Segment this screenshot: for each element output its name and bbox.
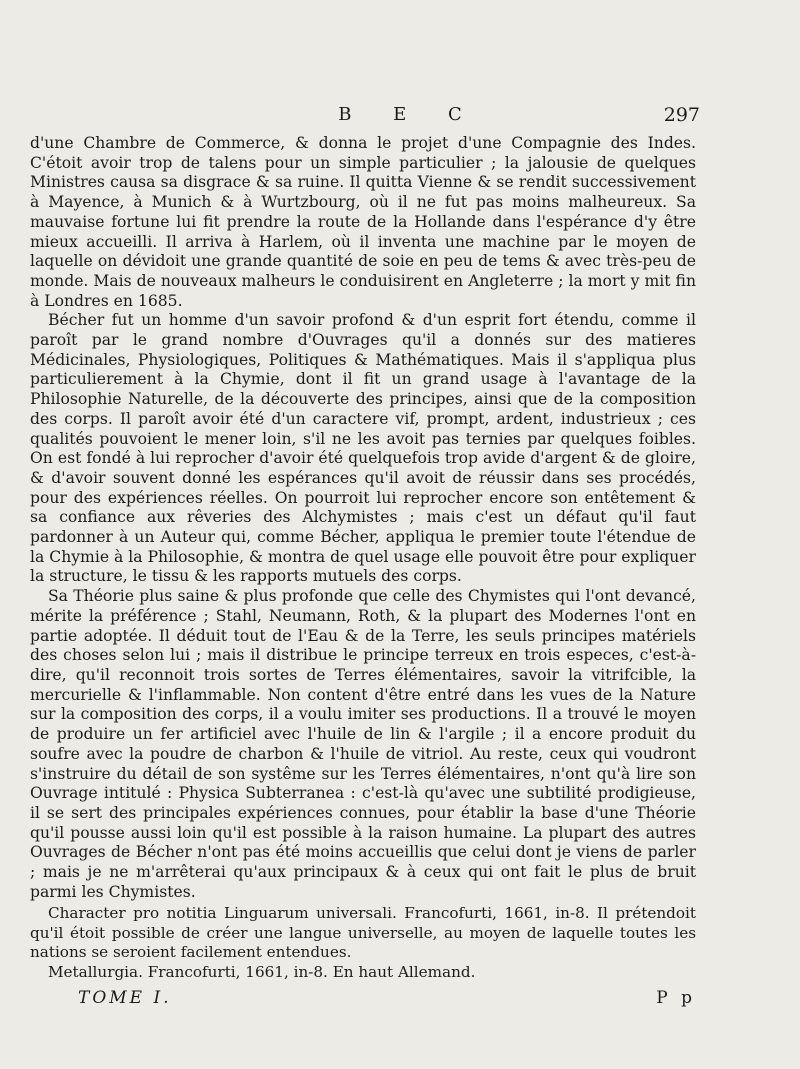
- page-header: [0, 104, 800, 130]
- bibliography-list: [30, 904, 696, 982]
- page-body: [30, 134, 696, 982]
- paragraph-continuation: d'une Chambre de Commerce, & donna le projet d'une Compagnie des Indes. C'étoit avoir trop de talens pour un simple particulier ; la jalousie de quelques Ministres causa sa disgrace & sa ruine. Il quitta Vienne & se rendit successivement à Mayence, à Munich & à Wurtzbourg, où il ne fut pas moins malheureux. Sa mauvaise fortune lui fit prendre la route de la Hollande dans l'espérance d'y être mieux accueilli. Il arriva à Harlem, où il inventa une machine par le moyen de laquelle on dévidoit une grande quantité de soie en peu de tems & avec très-peu de monde. Mais de nouveaux malheurs le conduisirent en Angleterre ; la mort y mit fin à Londres en 1685.: [30, 134, 696, 310]
- page-number: 297: [663, 104, 700, 126]
- running-head: B E C: [338, 104, 480, 125]
- paragraph-becher-character: Bécher fut un homme d'un savoir profond & d'un esprit fort étendu, comme il paroît par le grand nombre d'Ouvrages qu'il a donnés sur des matieres Médicinales, Physiologiques, Politiques & Mathématiques. Mais il s'appliqua plus particulierement à la Chymie, dont il fit un grand usage à l'avantage de la Philosophie Naturelle, de la découverte des principes, ainsi que de la composition des corps. Il paroît avoir été d'un caractere vif, prompt, ardent, industrieux ; ces qualités pouvoient le mener loin, s'il ne les avoit pas ternies par quelques foibles. On est fondé à lui reprocher d'avoir été quelquefois trop avide d'argent & de gloire, & d'avoir souvent donné les espérances qu'il avoit de réussir dans ses procédés, pour des expériences réelles. On pourroit lui reprocher encore son entêtement & sa confiance aux rêveries des Alchymistes ; mais c'est un défaut qu'il faut pardonner à un Auteur qui, comme Bécher, appliqua le premier toute l'étendue de la Chymie à la Philosophie, & montra de quel usage elle pouvoit être pour expliquer la structure, le tissu & les rapports mutuels des corps.: [30, 311, 696, 586]
- paragraph-becher-theory: Sa Théorie plus saine & plus profonde que celle des Chymistes qui l'ont devancé, mérite la préférence ; Stahl, Neumann, Roth, & la plupart des Modernes l'ont en partie adoptée. Il déduit tout de l'Eau & de la Terre, les seuls principes matériels des choses selon lui ; mais il distribue le principe terreux en trois especes, c'est-à-dire, qu'il reconnoit trois sortes de Terres élémentaires, savoir la vitrifcible, la mercurielle & l'inflammable. Non content d'être entré dans les vues de la Nature sur la composition des corps, il a voulu imiter ses productions. Il a trouvé le moyen de produire un fer artificiel avec l'huile de lin & l'argile ; il a encore produit du soufre avec la poudre de charbon & l'huile de vitriol. Au reste, ceux qui voudront s'instruire du détail de son systême sur les Terres élémentaires, n'ont qu'à lire son Ouvrage intitulé : Physica Subterranea : c'est-là qu'avec une subtilité prodigieuse, il se sert des principales expériences connues, pour établir la base d'une Théorie qu'il pousse aussi loin qu'il est possible à la raison humaine. La plupart des autres Ouvrages de Bécher n'ont pas été moins accueillis que celui dont je viens de parler ; mais je ne m'arrêterai qu'aux principaux & à ceux qui ont fait le plus de bruit parmi les Chymistes.: [30, 587, 696, 901]
- bibliography-entry: Character pro notitia Linguarum universali. Francofurti, 1661, in-8. Il prétendoit qu'il étoit possible de créer une langue universelle, au moyen de laquelle toutes les nations se seroient facilement entendues.: [30, 904, 696, 962]
- page-footer: [78, 988, 696, 1012]
- sheet-signature: P p: [656, 988, 696, 1008]
- bibliography-entry: Metallurgia. Francofurti, 1661, in-8. En haut Allemand.: [48, 962, 476, 981]
- volume-signature: TOME I.: [78, 988, 172, 1008]
